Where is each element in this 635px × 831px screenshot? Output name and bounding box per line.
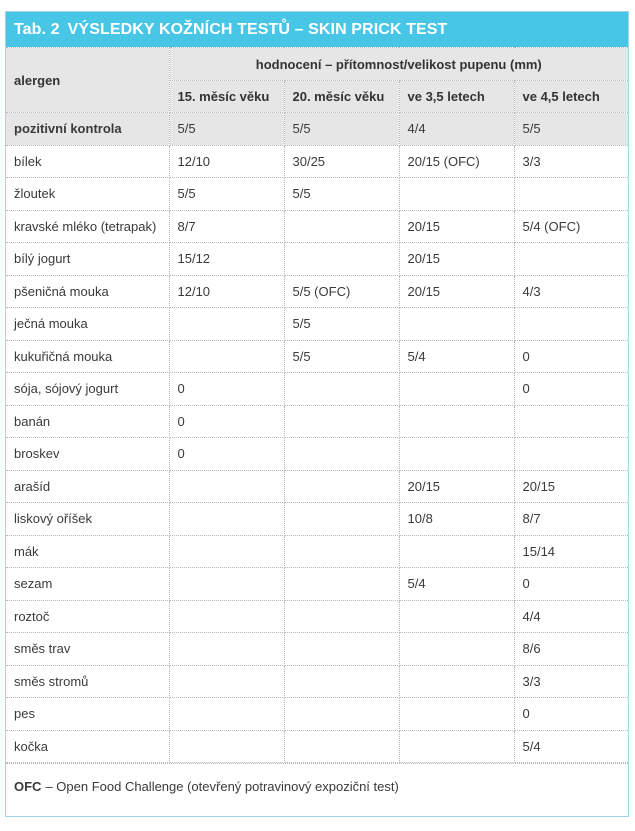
table-cell	[514, 178, 628, 211]
table-row	[6, 600, 628, 633]
column-header: 20. měsíc věku	[284, 81, 399, 113]
table-cell: 30/25	[284, 145, 399, 178]
evaluation-header: hodnocení – přítomnost/velikost pupenu (mm)	[169, 48, 628, 81]
table-cell	[399, 308, 514, 341]
table-cell	[169, 665, 284, 698]
table-cell	[169, 600, 284, 633]
allergen-name: bílek	[6, 145, 169, 178]
table-cell: 5/5	[284, 113, 399, 146]
table-cell: 20/15	[399, 210, 514, 243]
table-cell: 5/5	[284, 340, 399, 373]
table-cell: 15/14	[514, 535, 628, 568]
table-cell: 5/4	[399, 340, 514, 373]
table-cell	[399, 730, 514, 763]
allergen-name: roztoč	[6, 600, 169, 633]
table-cell	[169, 308, 284, 341]
table-cell: 5/4	[514, 730, 628, 763]
table-cell: 3/3	[514, 145, 628, 178]
allergen-name: sója, sójový jogurt	[6, 373, 169, 406]
footnote-text: – Open Food Challenge (otevřený potravinový expoziční test)	[45, 779, 399, 794]
allergen-header: alergen	[6, 48, 169, 113]
allergen-name: žloutek	[6, 178, 169, 211]
allergen-name: kočka	[6, 730, 169, 763]
table-cell	[514, 308, 628, 341]
table-cell	[284, 665, 399, 698]
table-cell	[169, 730, 284, 763]
table-cell: 0	[514, 340, 628, 373]
table-cell: 12/10	[169, 145, 284, 178]
table-row	[6, 503, 628, 536]
table-cell	[169, 633, 284, 666]
allergen-name: pozitivní kontrola	[6, 113, 169, 146]
table-cell	[284, 730, 399, 763]
table-cell	[399, 405, 514, 438]
allergen-name: pes	[6, 698, 169, 731]
table-cell	[284, 438, 399, 471]
table-cell: 15/12	[169, 243, 284, 276]
table-cell	[399, 665, 514, 698]
table-row	[6, 113, 628, 146]
skin-prick-test-table	[6, 47, 628, 763]
table-cell: 0	[514, 373, 628, 406]
table-row	[6, 178, 628, 211]
table-cell: 20/15	[399, 470, 514, 503]
table-cell	[284, 503, 399, 536]
allergen-name: směs stromů	[6, 665, 169, 698]
table-cell: 5/5	[284, 308, 399, 341]
table-cell: 5/5	[169, 113, 284, 146]
column-header: ve 3,5 letech	[399, 81, 514, 113]
table-row	[6, 665, 628, 698]
table-cell: 4/4	[399, 113, 514, 146]
table-row	[6, 470, 628, 503]
table-title: VÝSLEDKY KOŽNÍCH TESTŮ – SKIN PRICK TEST	[67, 20, 448, 38]
table-cell: 8/7	[169, 210, 284, 243]
table-caption	[6, 12, 628, 47]
table-cell: 0	[514, 698, 628, 731]
table-row	[6, 373, 628, 406]
table-cell: 12/10	[169, 275, 284, 308]
table-cell	[169, 470, 284, 503]
table-cell	[399, 535, 514, 568]
allergen-name: arašíd	[6, 470, 169, 503]
table-cell	[284, 243, 399, 276]
table-figure	[5, 11, 629, 817]
table-row	[6, 438, 628, 471]
table-cell	[399, 373, 514, 406]
table-cell: 5/5	[169, 178, 284, 211]
column-header: ve 4,5 letech	[514, 81, 628, 113]
table-cell: 4/4	[514, 600, 628, 633]
table-cell: 5/5	[284, 178, 399, 211]
table-cell	[399, 178, 514, 211]
allergen-name: kukuřičná mouka	[6, 340, 169, 373]
table-row	[6, 275, 628, 308]
table-cell: 0	[169, 438, 284, 471]
table-row	[6, 535, 628, 568]
table-cell	[284, 373, 399, 406]
table-cell: 0	[169, 373, 284, 406]
table-cell	[284, 470, 399, 503]
allergen-name: broskev	[6, 438, 169, 471]
table-cell	[399, 438, 514, 471]
table-cell: 0	[514, 568, 628, 601]
table-cell	[169, 340, 284, 373]
table-row	[6, 633, 628, 666]
allergen-name: pšeničná mouka	[6, 275, 169, 308]
table-cell	[169, 568, 284, 601]
table-cell	[284, 633, 399, 666]
allergen-name: mák	[6, 535, 169, 568]
table-row	[6, 730, 628, 763]
table-row	[6, 568, 628, 601]
table-row	[6, 145, 628, 178]
table-cell	[284, 405, 399, 438]
table-cell: 0	[169, 405, 284, 438]
table-cell: 20/15	[399, 243, 514, 276]
table-row	[6, 308, 628, 341]
table-row	[6, 243, 628, 276]
table-row	[6, 698, 628, 731]
table-cell: 8/7	[514, 503, 628, 536]
table-body	[6, 113, 628, 763]
table-cell: 4/3	[514, 275, 628, 308]
allergen-name: kravské mléko (tetrapak)	[6, 210, 169, 243]
table-cell	[284, 568, 399, 601]
table-cell	[169, 535, 284, 568]
table-cell	[284, 698, 399, 731]
allergen-name: bílý jogurt	[6, 243, 169, 276]
table-cell: 5/5	[514, 113, 628, 146]
table-number: Tab. 2	[14, 20, 60, 38]
table-cell: 20/15 (OFC)	[399, 145, 514, 178]
table-cell	[514, 243, 628, 276]
allergen-name: ječná mouka	[6, 308, 169, 341]
table-cell: 20/15	[514, 470, 628, 503]
table-cell	[514, 405, 628, 438]
allergen-name: liskový oříšek	[6, 503, 169, 536]
table-cell	[284, 600, 399, 633]
table-cell	[399, 600, 514, 633]
table-cell	[169, 503, 284, 536]
allergen-name: směs trav	[6, 633, 169, 666]
table-cell	[169, 698, 284, 731]
table-cell	[399, 698, 514, 731]
table-row	[6, 210, 628, 243]
footnote-abbreviation: OFC	[14, 779, 42, 794]
table-cell: 10/8	[399, 503, 514, 536]
table-cell: 20/15	[399, 275, 514, 308]
column-header: 15. měsíc věku	[169, 81, 284, 113]
table-cell	[399, 633, 514, 666]
table-cell: 5/5 (OFC)	[284, 275, 399, 308]
table-cell: 5/4 (OFC)	[514, 210, 628, 243]
table-cell: 8/6	[514, 633, 628, 666]
table-cell: 5/4	[399, 568, 514, 601]
allergen-name: sezam	[6, 568, 169, 601]
allergen-name: banán	[6, 405, 169, 438]
table-row	[6, 340, 628, 373]
table-cell: 3/3	[514, 665, 628, 698]
table-cell	[284, 210, 399, 243]
table-row	[6, 405, 628, 438]
table-cell	[284, 535, 399, 568]
table-cell	[514, 438, 628, 471]
footnote	[6, 763, 628, 809]
